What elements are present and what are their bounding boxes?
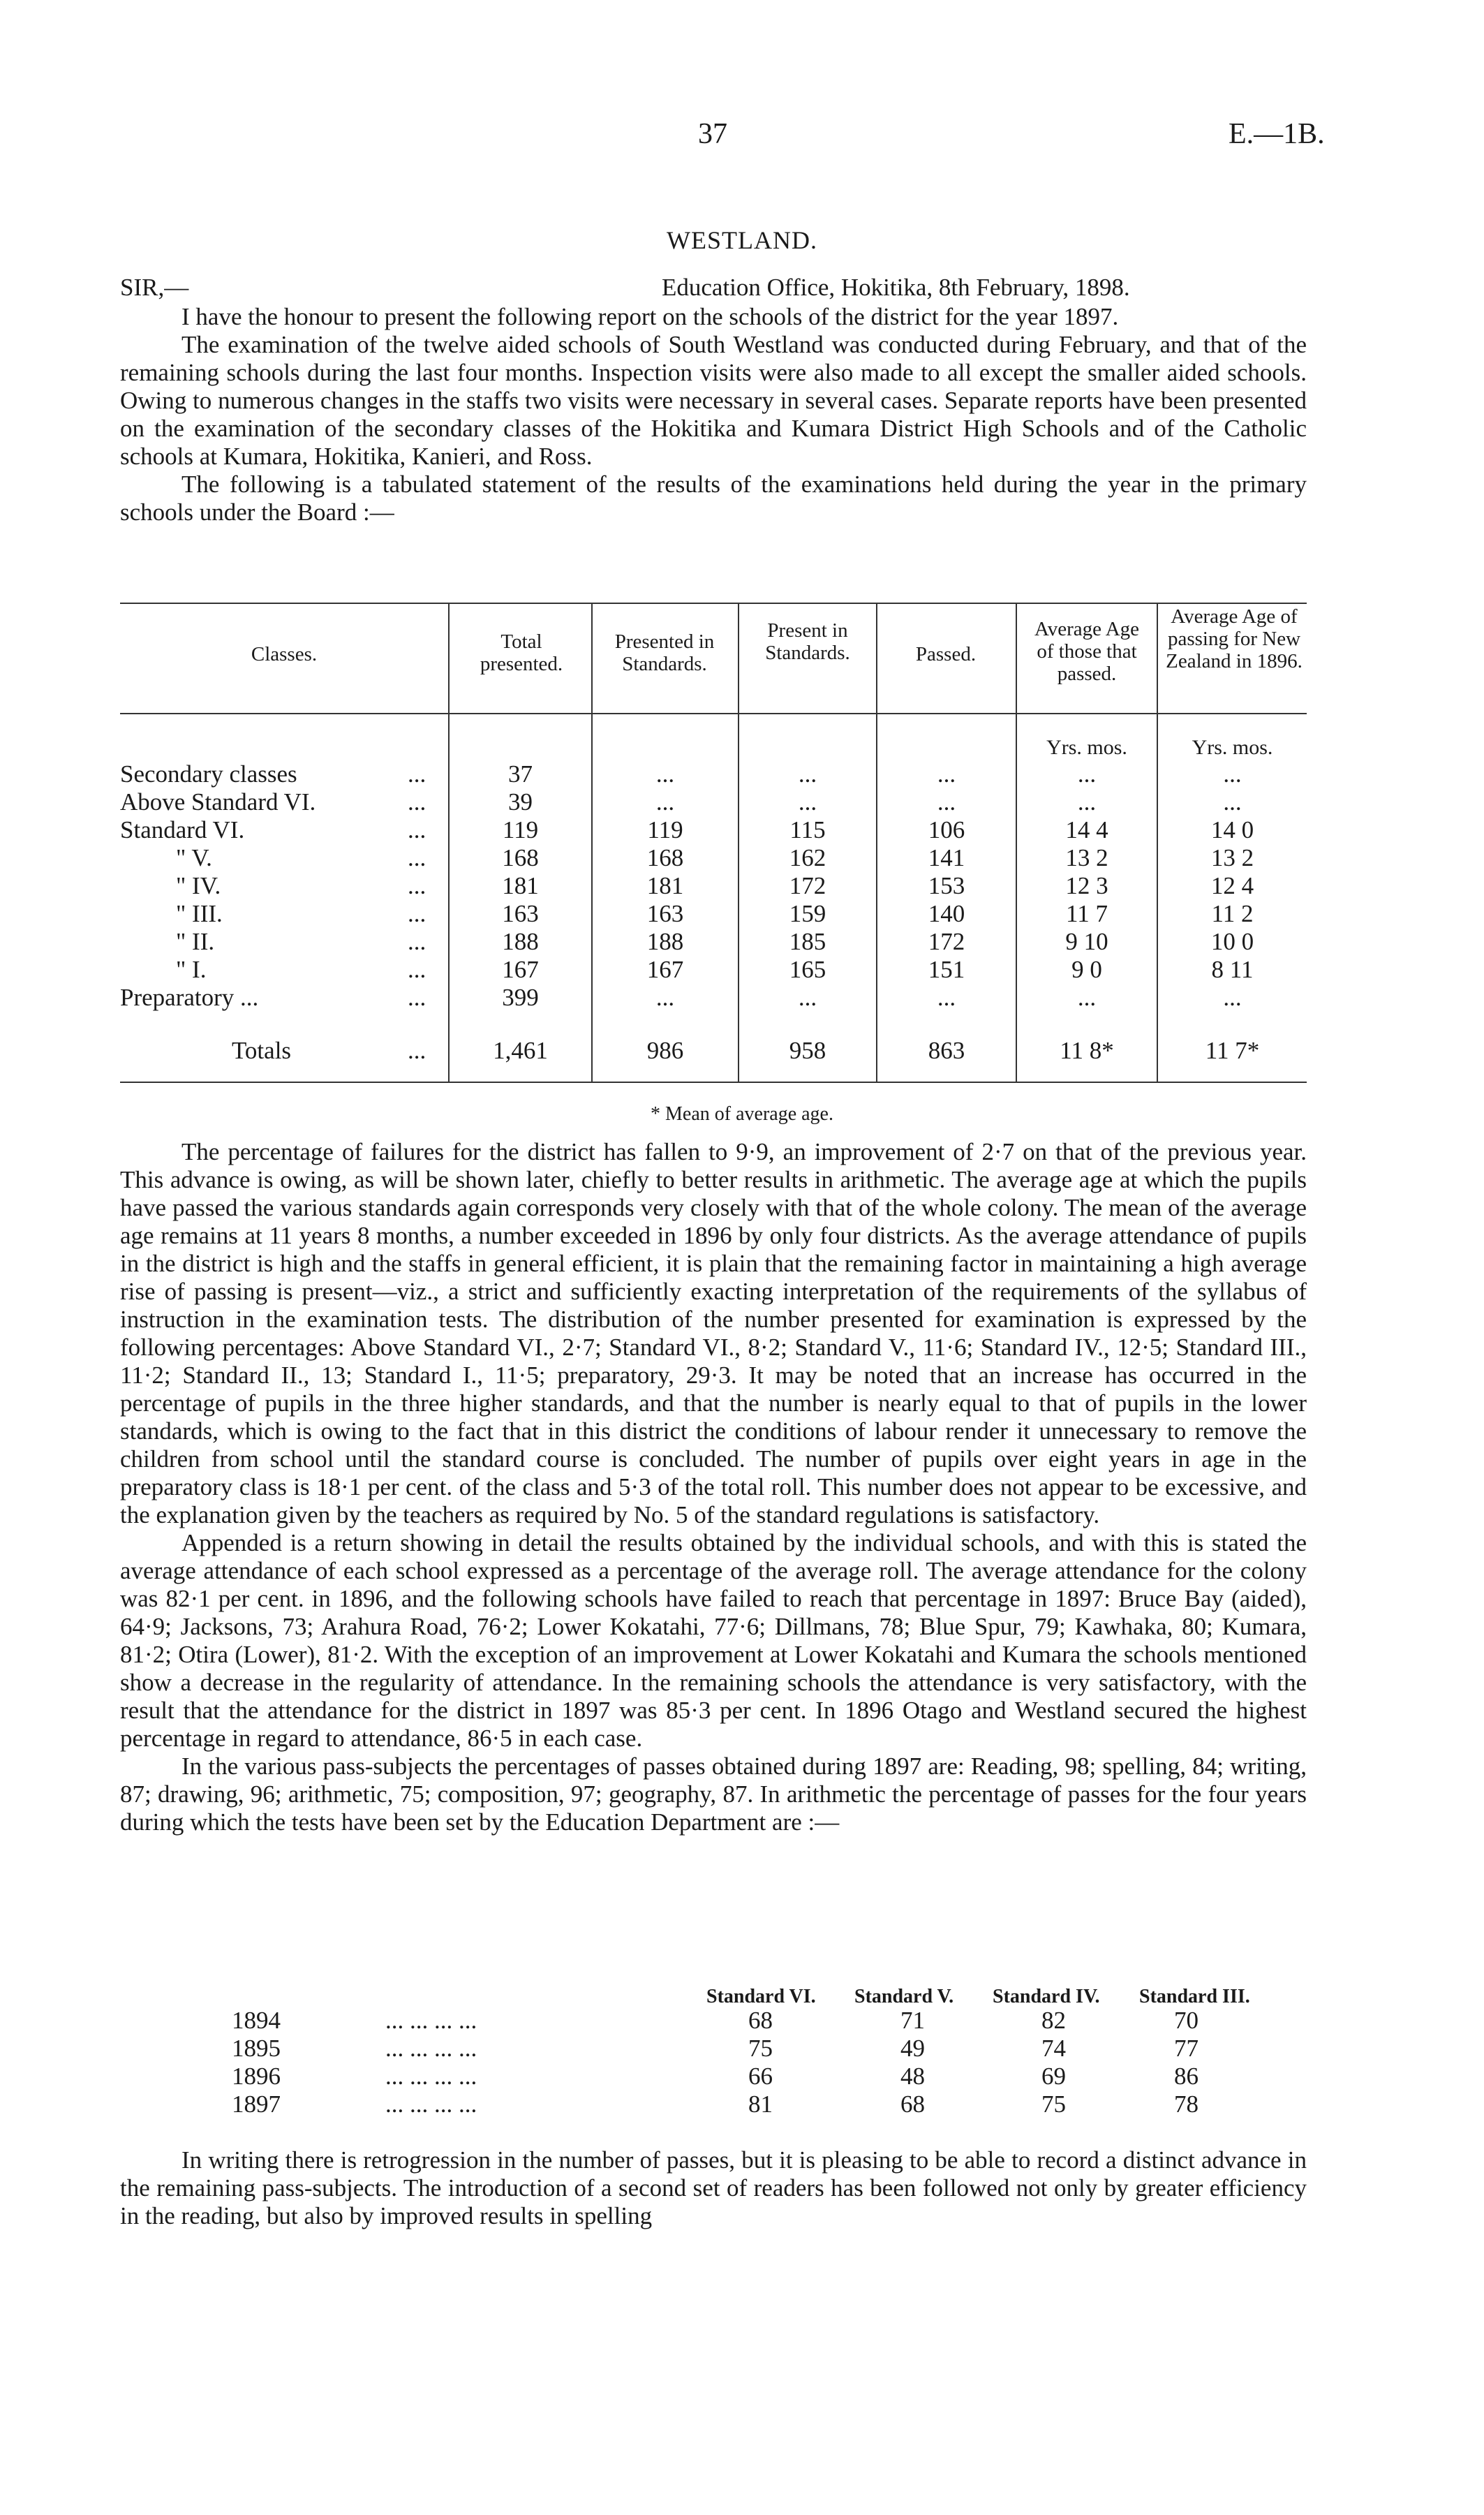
row-leader-dots: ... — [408, 900, 426, 927]
cell-total: 167 — [502, 956, 539, 983]
cell-presented: 188 — [646, 928, 684, 955]
cell-presented: ... — [655, 760, 675, 788]
header-total: Total presented. — [480, 630, 563, 675]
cell-passed: ... — [937, 788, 956, 816]
table-rule — [120, 713, 1307, 714]
cell-presented: ... — [655, 984, 675, 1011]
total-average-age-nz: 11 7* — [1205, 1037, 1260, 1064]
arith-value: 68 — [748, 2007, 773, 2034]
header-average-age: Average Age of those that passed. — [1034, 618, 1140, 685]
cell-average-age: 12 3 — [1065, 872, 1108, 899]
report-title: WESTLAND. — [667, 226, 817, 254]
totals-label: Totals — [232, 1037, 292, 1064]
arith-leader-dots: ... ... ... ... — [385, 2090, 477, 2118]
arith-leader-dots: ... ... ... ... — [385, 2035, 477, 2062]
cell-total: 168 — [502, 844, 539, 871]
row-class-label: " I. — [176, 956, 207, 983]
row-class-label: Standard VI. — [120, 816, 245, 843]
results-table — [120, 603, 1307, 1091]
row-class-label: " V. — [176, 844, 212, 871]
arith-value: 82 — [1041, 2007, 1066, 2034]
arith-value: 77 — [1174, 2035, 1199, 2062]
cell-present: 162 — [789, 844, 826, 871]
cell-average-age-nz: ... — [1223, 788, 1242, 816]
total-passed: 863 — [928, 1037, 965, 1064]
header-present: Present in Standards. — [765, 619, 850, 664]
total-total: 1,461 — [493, 1037, 548, 1064]
arith-value: 71 — [900, 2007, 925, 2034]
cell-present: 165 — [789, 956, 826, 983]
cell-passed: ... — [937, 760, 956, 788]
arith-value: 49 — [900, 2035, 925, 2062]
body-paragraph: The percentage of failures for the district has fallen to 9·9, an improvement of 2·7 on that of the previous year. This advance is owing, as will be shown later, chiefly to better results in arithmetic. The average age at which the pupils have passed the various standards again corresponds very closely with that of the whole colony. The mean of the average age remains at 11 years 8 months, a number exceeded in 1896 by only four districts. As the average attendance of pupils in the district is high and the staffs in general efficient, it is plain that the remaining factor in maintaining a high average rise of passing is present—viz., a strict and sufficiently exacting interpretation of the requirements of the syllabus of instruction in the examination tests. The distribution of the number presented for examination is expressed by the following percentages: Above Standard VI., 2·7; Standard VI., 8·2; Standard V., 11·6; Standard IV., 12·5; Standard III., 11·2; Standard II., 13; Standard I., 11·5; preparatory, 29·3. It may be noted that an increase has occurred in the percentage of pupils in the three higher standards, and that the number is nearly equal to that of pupils in the lower standards, which is owing to the fact that in this district the conditions of labour render it unnecessary to remove the children from school until the standard course is concluded. The number of pupils over eight years in age in the preparatory class is 18·1 per cent. of the class and 5·3 of the total roll. This number does not appear to be excessive, and the explanation given by the teachers as required by No. 5 of the standard regulations is satisfactory. — [120, 1138, 1307, 1528]
intro-text — [120, 303, 1307, 526]
body-paragraph: Appended is a return showing in detail the results obtained by the individual schools, and with this is stated the average attendance of each school expressed as a percentage of the average roll. The average attendance for the colony was 82·1 per cent. in 1896, and the following schools have failed to reach that percentage in 1897: Bruce Bay (aided), 64·9; Jacksons, 73; Arahura Road, 76·2; Lower Kokatahi, 77·6; Dillmans, 78; Blue Spur, 79; Kawhaka, 80; Kumara, 81·2; Otira (Lower), 81·2. With the exception of an improvement at Lower Kokatahi and Kumara the schools mentioned show a decrease in the regularity of attendance. In the remaining schools the attendance is very satisfactory, with the result that the attendance for the district in 1897 was 85·3 per cent. In 1896 Otago and Westland secured the highest percentage in regard to attendance, 86·5 in each case. — [120, 1529, 1307, 1752]
cell-presented: 181 — [646, 872, 684, 899]
row-leader-dots: ... — [408, 956, 426, 983]
cell-total: 181 — [502, 872, 539, 899]
body-paragraph: In the various pass-subjects the percentages of passes obtained during 1897 are: Reading, 98; spelling, 84; writing, 87; drawing, 96; arithmetic, 75; composition, 97; geography, 87. In arithmetic the percentage of passes for the four years during which the tests have been set by the Education Department are :— — [120, 1753, 1307, 1836]
cell-presented: 163 — [646, 900, 684, 927]
table-rule — [120, 1082, 1307, 1083]
cell-passed: 172 — [928, 928, 965, 955]
arith-year: 1896 — [232, 2063, 281, 2090]
cell-total: 163 — [502, 900, 539, 927]
cell-average-age: ... — [1077, 984, 1097, 1011]
cell-average-age: 13 2 — [1065, 844, 1108, 871]
cell-present: ... — [798, 788, 817, 816]
arith-year: 1895 — [232, 2035, 281, 2062]
intro-paragraph: The examination of the twelve aided schools of South Westland was conducted during February, and that of the remaining schools during the last four months. Inspection visits were also made to all except the smaller aided schools. Owing to numerous changes in the staffs two visits were necessary in several cases. Separate reports have been presented on the examination of the secondary classes of the Hokitika and Kumara District High Schools and of the Catholic schools at Kumara, Hokitika, Kanieri, and Ross. — [120, 331, 1307, 470]
cell-present: 115 — [789, 816, 826, 843]
table-rule — [120, 603, 1307, 604]
cell-average-age-nz: 13 2 — [1210, 844, 1254, 871]
table-footnote: * Mean of average age. — [651, 1103, 833, 1125]
header-passed: Passed. — [915, 643, 977, 665]
arith-year: 1897 — [232, 2090, 281, 2118]
row-leader-dots: ... — [408, 760, 426, 788]
cell-presented: 167 — [646, 956, 684, 983]
cell-passed: 140 — [928, 900, 965, 927]
cell-average-age-nz: ... — [1223, 984, 1242, 1011]
cell-average-age: 9 10 — [1065, 928, 1108, 955]
row-class-label: Above Standard VI. — [120, 788, 316, 816]
row-class-label: " IV. — [176, 872, 221, 899]
closing-text — [120, 2146, 1307, 2230]
cell-average-age-nz: 10 0 — [1210, 928, 1254, 955]
header-presented: Presented in Standards. — [614, 630, 715, 675]
cell-presented: 168 — [646, 844, 684, 871]
unit-label: Yrs. mos. — [1046, 736, 1127, 759]
arith-leader-dots: ... ... ... ... — [385, 2063, 477, 2090]
document-reference: E.—1B. — [1229, 118, 1325, 150]
cell-passed: 141 — [928, 844, 965, 871]
row-class-label: Preparatory ... — [120, 984, 259, 1011]
arith-value: 66 — [748, 2063, 773, 2090]
arith-value: 69 — [1041, 2063, 1066, 2090]
cell-average-age-nz: ... — [1223, 760, 1242, 788]
cell-average-age: 9 0 — [1071, 956, 1102, 983]
intro-paragraph: The following is a tabulated statement of the results of the examinations held during the year in the primary schools under the Board :— — [120, 471, 1307, 526]
body-text — [120, 1138, 1307, 1836]
cell-presented: 119 — [647, 816, 683, 843]
cell-passed: 106 — [928, 816, 965, 843]
arith-header: Standard III. — [1139, 1986, 1250, 2007]
cell-present: 185 — [789, 928, 826, 955]
row-class-label: " II. — [176, 928, 215, 955]
cell-presented: ... — [655, 788, 675, 816]
row-leader-dots: ... — [408, 844, 426, 871]
intro-paragraph: I have the honour to present the following report on the schools of the district for the year 1897. — [181, 303, 1119, 330]
unit-label: Yrs. mos. — [1192, 736, 1273, 759]
row-leader-dots: ... — [408, 816, 426, 843]
arith-year: 1894 — [232, 2007, 281, 2034]
row-class-label: Secondary classes — [120, 760, 297, 788]
arith-header: Standard VI. — [706, 1986, 816, 2007]
cell-total: 188 — [502, 928, 539, 955]
total-presented: 986 — [646, 1037, 684, 1064]
row-leader-dots: ... — [408, 984, 426, 1011]
salutation: SIR,— — [120, 274, 189, 301]
cell-present: 159 — [789, 900, 826, 927]
cell-average-age-nz: 14 0 — [1210, 816, 1254, 843]
cell-passed: 153 — [928, 872, 965, 899]
cell-passed: ... — [937, 984, 956, 1011]
arith-value: 75 — [1041, 2090, 1066, 2118]
arith-value: 75 — [748, 2035, 773, 2062]
arith-leader-dots: ... ... ... ... — [385, 2007, 477, 2034]
arith-value: 86 — [1174, 2063, 1199, 2090]
row-leader-dots: ... — [408, 1037, 426, 1064]
arith-value: 81 — [748, 2090, 773, 2118]
cell-average-age: 14 4 — [1065, 816, 1108, 843]
total-average-age: 11 8* — [1060, 1037, 1114, 1064]
page-number: 37 — [698, 118, 727, 150]
cell-present: ... — [798, 984, 817, 1011]
header-average-age-nz: Average Age of passing for New Zealand in 1896. — [1166, 605, 1303, 672]
header-classes: Classes. — [251, 643, 318, 665]
cell-average-age-nz: 11 2 — [1211, 900, 1254, 927]
arith-value: 68 — [900, 2090, 925, 2118]
closing-paragraph: In writing there is retrogression in the number of passes, but it is pleasing to be able to record a distinct advance in the remaining pass-subjects. The introduction of a second set of readers has been followed not only by greater efficiency in the reading, but also by improved results in spelling — [120, 2146, 1307, 2229]
arith-value: 78 — [1174, 2090, 1199, 2118]
total-present: 958 — [789, 1037, 826, 1064]
cell-average-age: ... — [1077, 788, 1097, 816]
cell-present: ... — [798, 760, 817, 788]
arith-header: Standard V. — [854, 1986, 954, 2007]
cell-total: 39 — [508, 788, 533, 816]
cell-present: 172 — [789, 872, 826, 899]
arith-value: 48 — [900, 2063, 925, 2090]
arith-value: 70 — [1174, 2007, 1199, 2034]
row-class-label: " III. — [176, 900, 223, 927]
dateline: Education Office, Hokitika, 8th February, 1898. — [662, 274, 1130, 301]
cell-average-age: 11 7 — [1066, 900, 1108, 927]
arith-value: 74 — [1041, 2035, 1066, 2062]
row-leader-dots: ... — [408, 872, 426, 899]
cell-average-age-nz: 8 11 — [1211, 956, 1254, 983]
cell-total: 119 — [502, 816, 539, 843]
row-leader-dots: ... — [408, 788, 426, 816]
arithmetic-table — [120, 1983, 1307, 2123]
cell-total: 37 — [508, 760, 533, 788]
cell-total: 399 — [502, 984, 539, 1011]
cell-average-age-nz: 12 4 — [1210, 872, 1254, 899]
cell-average-age: ... — [1077, 760, 1097, 788]
arith-header: Standard IV. — [993, 1986, 1100, 2007]
row-leader-dots: ... — [408, 928, 426, 955]
cell-passed: 151 — [928, 956, 965, 983]
